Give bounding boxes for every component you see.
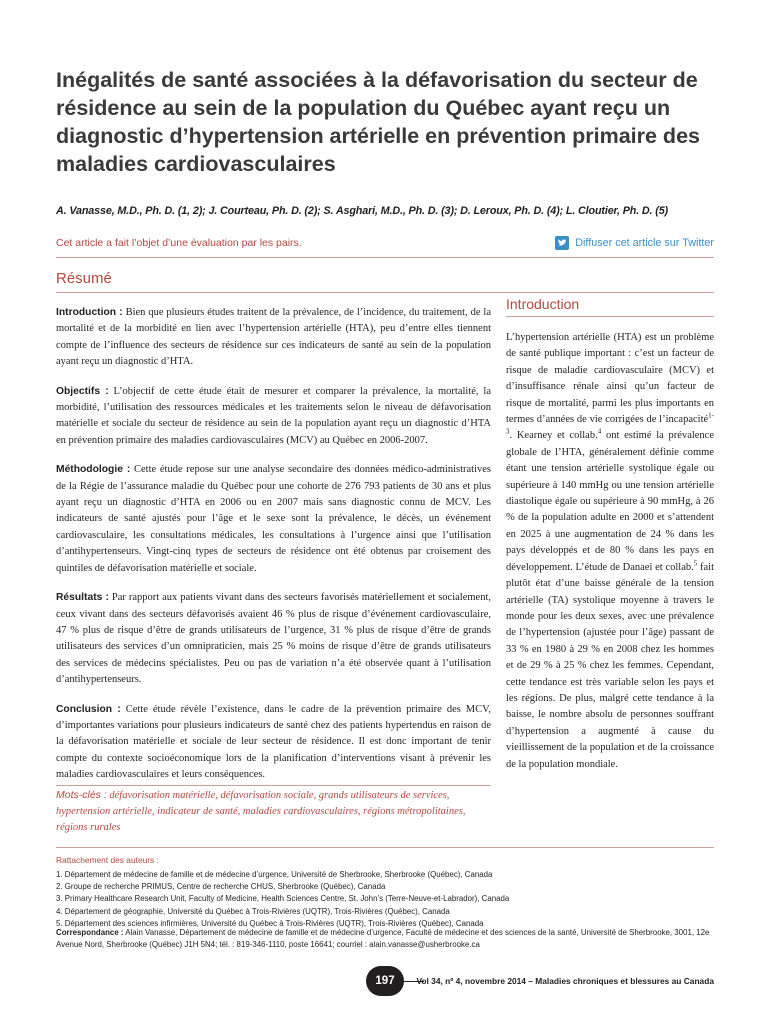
affiliation-item: 1. Département de médecine de famille et de médecine d’urgence, Université de Sherbrooke, Sherbrooke (Québec), Canada — [56, 870, 493, 879]
journal-footer: Vol 34, nº 4, novembre 2014 – Maladies chroniques et blessures au Canada — [416, 976, 714, 986]
abstract-section-label: Introduction : — [56, 307, 123, 318]
page-number: 197 — [366, 966, 404, 996]
affiliations-list — [56, 869, 714, 930]
abstract-section-label: Objectifs : — [56, 385, 109, 397]
abstract-section-results — [56, 590, 491, 688]
reference-superscript: 4 — [597, 427, 602, 436]
keywords-label: Mots-clés : — [56, 789, 107, 801]
article-title: Inégalités de santé associées à la défavorisation du secteur de résidence au sein de la population du Québec ayant reçu un diagnostic d’hypertension artérielle en prévention primaire des maladies cardiovasculaires — [56, 68, 700, 176]
intro-text: . Kearney et collab. — [509, 430, 598, 442]
affiliation-item: 5. Département des sciences infirmières, Université du Québec à Trois-Rivières (UQTR), Trois-Rivières (Québec), Canada — [56, 918, 484, 928]
divider — [506, 316, 714, 317]
twitter-share-link[interactable] — [555, 236, 714, 250]
abstract-section-text: L’objectif de cette étude était de mesurer et comparer la prévalence, la mortalité, la morbidité, l’utilisation des ressources médicales et les traitements selon le niveau de défavorisation matérielle et sociale du secteur de résidence au sein de la population ayant reçu un diagnostic d’HTA en prévention primaire des maladies cardiovasculaires (MCV) au Québec en 2006-2007. — [56, 385, 491, 446]
abstract-section-methods — [56, 462, 491, 577]
abstract-section-objectives — [56, 384, 491, 450]
affiliation-item: 4. Département de géographie, Université du Québec à Trois-Rivières (UQTR), Trois-Rivières (Québec), Canada — [56, 906, 450, 916]
keywords — [56, 787, 491, 836]
intro-text: fait plutôt état d’une baisse générale de la tension artérielle (TA) systolique moyenne à travers le monde pour les deux sexes, avec une prévalence de l’hypertension (ajustée pour l’âge) passant de 33 % en 1980 à 29 % en 2008 chez les hommes et de 29 % à 25 % chez les femmes. Cependant, cette tendance est très variable selon les pays et les régions. De plus, malgré cette tendance à la baisse, le nombre absolu de personnes souffrant d’hypertension a augmenté à cause du vieillissement de la population et de la croissance de la population mondiale. — [506, 561, 714, 770]
peer-review-note: Cet article a fait l’objet d’une évaluation par les pairs. — [56, 237, 302, 249]
correspondence — [56, 927, 714, 951]
divider — [56, 785, 491, 786]
intro-text: L’hypertension artérielle (HTA) est un problème de santé publique important : c’est un facteur de risque de maladie cardiovasculaire (MCV) et d’insuffisance rénale ainsi qu’un facteur de risque de mortalité, parmi les plus importants en termes d’années de vie corrigées de l’incapacité — [506, 332, 714, 426]
affiliation-item: 3. Primary Healthcare Research Unit, Faculty of Medicine, Health Sciences Centre, St. John’s (Terre-Neuve-et-Labrador), Canada — [56, 894, 510, 904]
abstract-section-conclusion — [56, 702, 491, 784]
abstract-section-text: Bien que plusieurs études traitent de la prévalence, de l’incidence, du traitement, de la mortalité et de la morbidité en lien avec l’hypertension artérielle (HTA), peu d’entre elles tiennent compte de l’influence des secteurs de résidence sur ces indicateurs de santé au sein de la population ayant reçu un diagnostic d’HTA. — [56, 307, 492, 368]
twitter-bird-icon — [555, 236, 569, 250]
abstract-section-introduction — [56, 305, 491, 371]
reference-superscript: 5 — [693, 559, 698, 568]
abstract-section-label: Résultats : — [56, 592, 109, 604]
intro-text: ont estimé la prévalence globale de l’HTA, généralement définie comme étant une tension artérielle systolique égale ou supérieure à 140 mmHg ou une tension artérielle diastolique égale ou supérieure à 90 mmHg, à 26 % de la population adulte en 2000 et s’attendent en 2025 à une augmentation de 24 % dans les pays développés et de 80 % dans les pays en développement. L’étude de Danaei et collab. — [506, 430, 715, 573]
divider — [56, 847, 714, 848]
abstract-section-label: Méthodologie : — [56, 464, 131, 476]
abstract-section-text: Cette étude repose sur une analyse secondaire des données médico-administratives de la Régie de l’assurance maladie du Québec pour une cohorte de 276 793 patients de 30 ans et plus ayant reçu un diagnostic d’HTA en 2006 ou en 2007 mais sans diagnostic connu de MCV. Les indicateurs de santé ajustés pour l’âge et le sexe sont la prévalence, le décès, un événement cardiovasculaire, les consultations médicales, les consultations à l’urgence ainsi que l’utilisation d’antihypertenseurs. Vingt-cinq types de secteurs de résidence ont été obtenus par croisement des quintiles de défavorisation matérielle et sociale. — [56, 464, 491, 574]
correspondence-text: Alain Vanasse, Département de médecine de famille et de médecine d’urgence, Faculté de médecine et des sciences de la santé, Université de Sherbrooke, 3001, 12e Avenue Nord, Sherbrooke (Québec) J1H 5N4; tél. : 819-346-1110, poste 16641; courriel : alain.vanasse@usherbrooke.ca — [56, 928, 710, 950]
introduction-heading: Introduction — [506, 296, 580, 312]
twitter-share-label[interactable]: Diffuser cet article sur Twitter — [575, 237, 714, 249]
divider — [56, 257, 714, 258]
divider — [56, 292, 714, 293]
abstract-section-text: Cette étude révèle l’existence, dans le cadre de la prévention primaire des MCV, d’importantes variations pour plusieurs indicateurs de santé chez des patients hypertendus en raison de la défavorisation matérielle et sociale de leur secteur de résidence. Il est donc important de tenir compte du contexte socioéconomique lors de la planification d’interventions visant à prévenir les maladies cardiovasculaires et leurs conséquences. — [56, 703, 492, 781]
abstract-body — [56, 305, 491, 797]
introduction-body — [506, 330, 714, 773]
abstract-section-text: Par rapport aux patients vivant dans des secteurs favorisés matériellement et socialement, ceux vivant dans des secteurs défavorisés avaient 46 % plus de risque d’événement cardiovasculaire, 47 % plus de risque d’être de grands utilisateurs de l’urgence, 31 % plus de risque d’être de grands utilisateurs des services d’un omnipraticien, mais 25 % moins de risque d’être de grands utilisateurs des services de médecins spécialistes. Peu ou pas de variation n’a été observée quant à l’utilisation d’antihypertenseurs. — [56, 592, 491, 686]
correspondence-label: Correspondance : — [56, 928, 124, 937]
abstract-heading: Résumé — [56, 270, 112, 287]
affiliation-item: 2. Groupe de recherche PRIMUS, Centre de recherche CHUS, Sherbrooke (Québec), Canada — [56, 882, 386, 892]
keywords-text: défavorisation matérielle, défavorisation sociale, grands utilisateurs de services, hypertension artérielle, indicateur de santé, maladies cardiovasculaires, régions métropolitaines, régions rurales — [56, 790, 466, 833]
reference-superscript: 1-3 — [506, 411, 714, 436]
author-list: A. Vanasse, M.D., Ph. D. (1, 2); J. Courteau, Ph. D. (2); S. Asghari, M.D., Ph. D. (3); D. Leroux, Ph. D. (4); L. Cloutier, Ph. D. (5) — [56, 205, 668, 217]
affiliations-heading: Rattachement des auteurs : — [56, 855, 159, 865]
abstract-section-label: Conclusion : — [56, 703, 121, 715]
